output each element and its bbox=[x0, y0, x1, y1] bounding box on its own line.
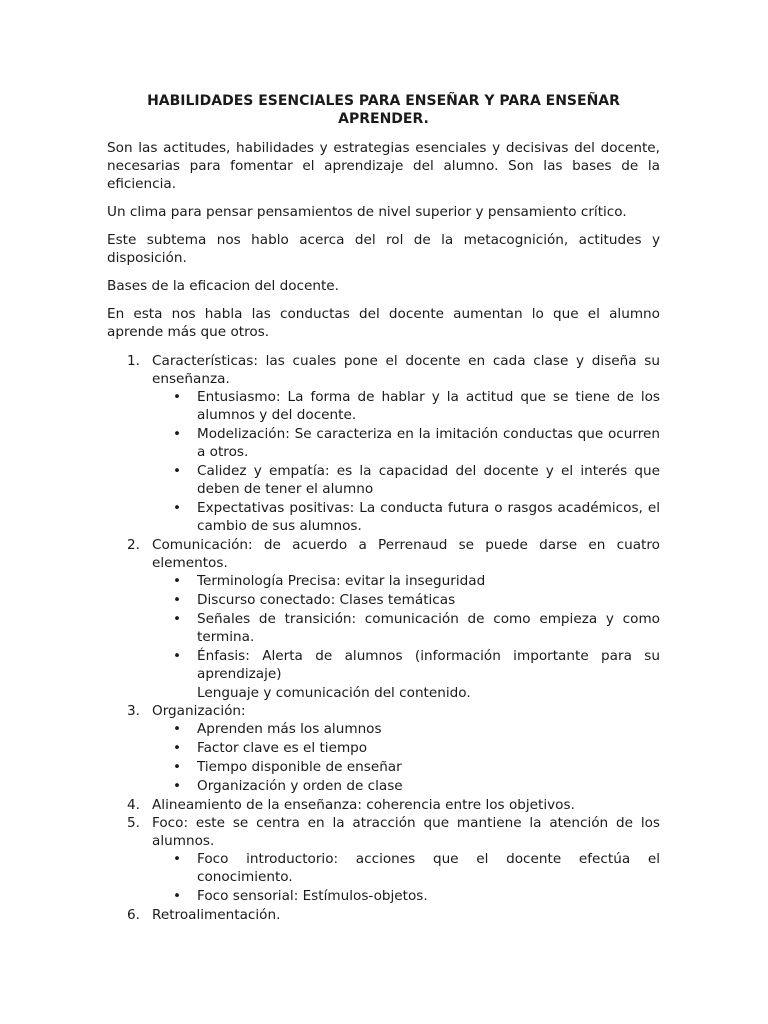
bullet-item: • Aprenden más los alumnos bbox=[173, 721, 382, 737]
bullet-icon: • bbox=[173, 463, 182, 479]
paragraph: En esta nos habla las conductas del docente aumentan lo que el alumno aprende más que otros. bbox=[107, 306, 660, 340]
list-number: 4. bbox=[127, 797, 140, 813]
bullet-item: • Entusiasmo: La forma de hablar y la actitud que se tiene de los alumnos y del docente. bbox=[173, 389, 660, 423]
list-number: 2. bbox=[127, 537, 140, 553]
list-item-text: Alineamiento de la enseñanza: coherencia entre los objetivos. bbox=[152, 797, 575, 813]
list-item bbox=[107, 702, 660, 795]
list-number: 3. bbox=[127, 703, 140, 719]
paragraph: Un clima para pensar pensamientos de nivel superior y pensamiento crítico. bbox=[107, 204, 627, 220]
list-item bbox=[107, 536, 660, 702]
bullet-icon: • bbox=[173, 573, 182, 589]
bullet-list bbox=[107, 388, 660, 535]
bullet-item: • Discurso conectado: Clases temáticas bbox=[173, 592, 456, 608]
numbered-list bbox=[107, 352, 660, 924]
list-number: 1. bbox=[127, 353, 140, 369]
list-item bbox=[107, 352, 660, 535]
list-item bbox=[107, 814, 660, 905]
paragraph: Son las actitudes, habilidades y estrategias esenciales y decisivas del docente, necesarias para fomentar el aprendizaje del alumno. Son las bases de la eficiencia. bbox=[107, 140, 660, 192]
bullet-list bbox=[107, 720, 660, 795]
document-title: HABILIDADES ESENCIALES PARA ENSEÑAR Y PARA ENSEÑAR APRENDER. bbox=[147, 93, 620, 127]
list-item bbox=[107, 906, 660, 924]
bullet-icon: • bbox=[173, 611, 182, 627]
list-item bbox=[107, 796, 660, 814]
list-continuation: Lenguaje y comunicación del contenido. bbox=[197, 685, 471, 701]
bullet-icon: • bbox=[173, 500, 182, 516]
bullet-list bbox=[107, 572, 660, 683]
bullet-icon: • bbox=[173, 778, 182, 794]
bullet-item: • Tiempo disponible de enseñar bbox=[173, 759, 402, 775]
list-item-text: Retroalimentación. bbox=[152, 907, 281, 923]
bullet-item: • Énfasis: Alerta de alumnos (información importante para su aprendizaje) bbox=[173, 648, 660, 682]
list-item-text: Foco: este se centra en la atracción que mantiene la atención de los alumnos. bbox=[152, 815, 660, 849]
bullet-icon: • bbox=[173, 888, 182, 904]
paragraph: Bases de la eficacion del docente. bbox=[107, 278, 339, 294]
bullet-item: • Modelización: Se caracteriza en la imitación conductas que ocurren a otros. bbox=[173, 426, 660, 460]
list-item-text: Características: las cuales pone el docente en cada clase y diseña su enseñanza. bbox=[152, 353, 660, 387]
list-item-text: Comunicación: de acuerdo a Perrenaud se puede darse en cuatro elementos. bbox=[152, 537, 660, 571]
bullet-icon: • bbox=[173, 426, 182, 442]
bullet-icon: • bbox=[173, 648, 182, 664]
bullet-item: • Señales de transición: comunicación de como empieza y como termina. bbox=[173, 611, 660, 645]
list-number: 5. bbox=[127, 815, 140, 831]
paragraph: Este subtema nos hablo acerca del rol de la metacognición, actitudes y disposición. bbox=[107, 232, 660, 266]
list-item-text: Organización: bbox=[152, 703, 246, 719]
bullet-list bbox=[107, 850, 660, 905]
list-number: 6. bbox=[127, 907, 140, 923]
bullet-icon: • bbox=[173, 851, 182, 867]
bullet-item: • Organización y orden de clase bbox=[173, 778, 403, 794]
document-body bbox=[107, 92, 660, 924]
bullet-item: • Expectativas positivas: La conducta futura o rasgos académicos, el cambio de sus alumnos. bbox=[173, 500, 660, 534]
bullet-item: • Foco sensorial: Estímulos-objetos. bbox=[173, 888, 428, 904]
bullet-item: • Calidez y empatía: es la capacidad del docente y el interés que deben de tener el alumno bbox=[173, 463, 660, 497]
bullet-icon: • bbox=[173, 721, 182, 737]
bullet-icon: • bbox=[173, 592, 182, 608]
bullet-icon: • bbox=[173, 740, 182, 756]
bullet-item: • Foco introductorio: acciones que el docente efectúa el conocimiento. bbox=[173, 851, 660, 885]
bullet-icon: • bbox=[173, 389, 182, 405]
bullet-icon: • bbox=[173, 759, 182, 775]
bullet-item: • Terminología Precisa: evitar la inseguridad bbox=[173, 573, 486, 589]
bullet-item: • Factor clave es el tiempo bbox=[173, 740, 368, 756]
